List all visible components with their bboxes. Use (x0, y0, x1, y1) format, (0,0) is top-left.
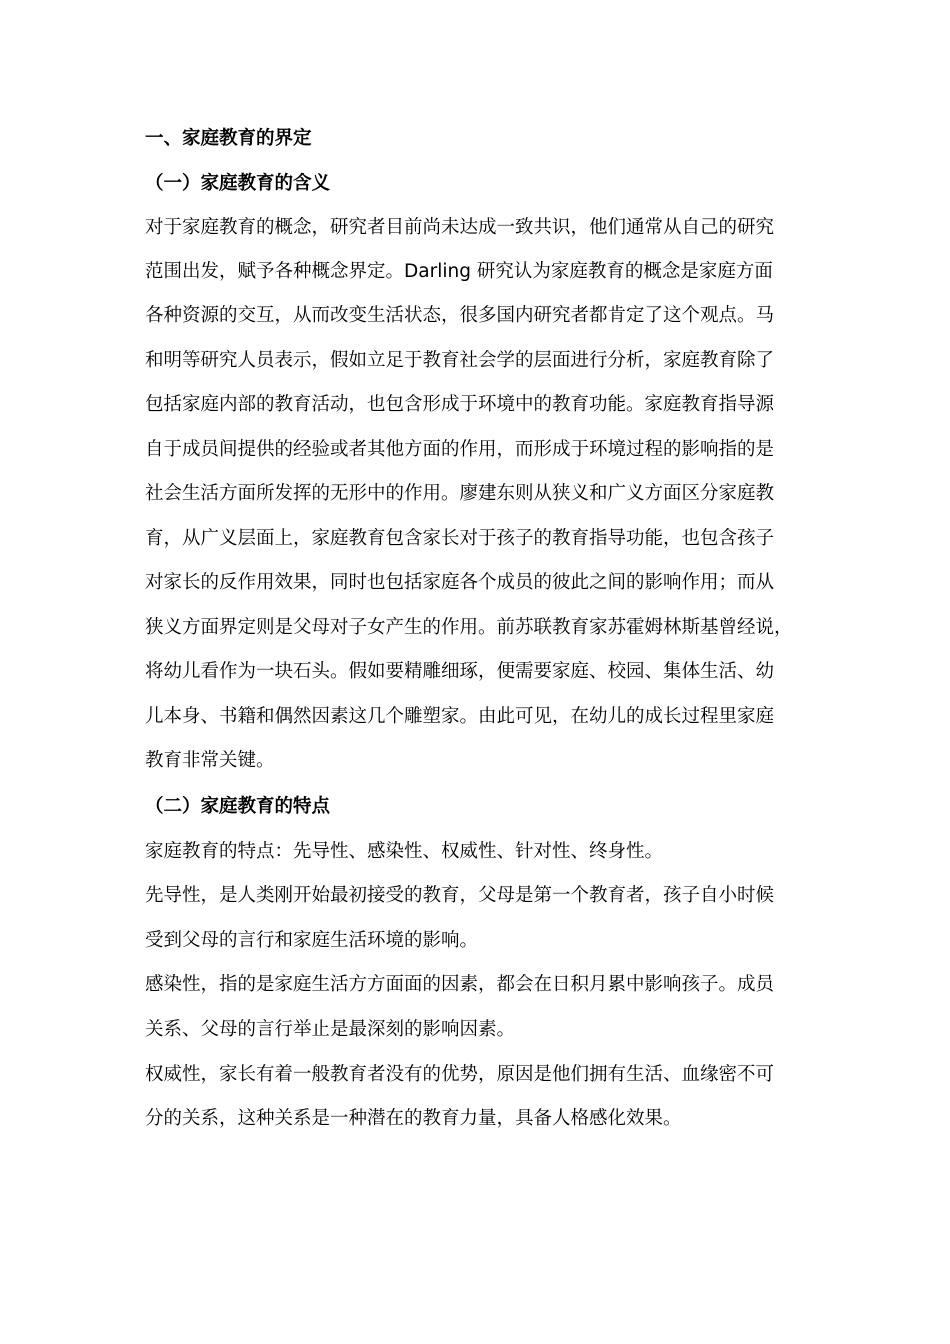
section-title: 一、家庭教育的界定 (145, 128, 312, 149)
paragraph-line: 对家长的反作用效果，同时也包括家庭各个成员的彼此之间的影响作用；而从 (145, 572, 775, 593)
subsection-title-features: （二）家庭教育的特点 (145, 796, 331, 817)
paragraph-line: 自于成员间提供的经验或者其他方面的作用，而形成于环境过程的影响指的是 (145, 439, 775, 460)
paragraph-line: 和明等研究人员表示，假如立足于教育社会学的层面进行分析，家庭教育除了 (145, 350, 775, 371)
paragraph-line: 先导性，是人类刚开始最初接受的教育，父母是第一个教育者，孩子自小时候 (145, 885, 775, 906)
paragraph-line: 对于家庭教育的概念，研究者目前尚未达成一致共识，他们通常从自己的研究 (145, 217, 775, 238)
paragraph-line: 权威性，家长有着一般教育者没有的优势，原因是他们拥有生活、血缘密不可 (145, 1064, 775, 1085)
paragraph-line: 社会生活方面所发挥的无形中的作用。廖建东则从狭义和广义方面区分家庭教 (145, 483, 775, 504)
paragraph-line: 受到父母的言行和家庭生活环境的影响。 (145, 930, 479, 951)
paragraph-line: 儿本身、书籍和偶然因素这几个雕塑家。由此可见，在幼儿的成长过程里家庭 (145, 706, 775, 727)
paragraph-features-summary: 家庭教育的特点：先导性、感染性、权威性、针对性、终身性。 (145, 841, 664, 862)
paragraph-line: 教育非常关键。 (145, 750, 275, 771)
paragraph-line: 包括家庭内部的教育活动，也包含形成于环境中的教育功能。家庭教育指导源 (145, 394, 775, 415)
paragraph-line: 感染性，指的是家庭生活方方面面的因素，都会在日积月累中影响孩子。成员 (145, 974, 775, 995)
paragraph-line: 育，从广义层面上，家庭教育包含家长对于孩子的教育指导功能，也包含孩子 (145, 528, 775, 549)
subsection-title-meaning: （一）家庭教育的含义 (145, 173, 331, 194)
paragraph-line: 将幼儿看作为一块石头。假如要精雕细琢，便需要家庭、校园、集体生活、幼 (145, 661, 775, 682)
paragraph-line: 关系、父母的言行举止是最深刻的影响因素。 (145, 1019, 516, 1040)
paragraph-line: 分的关系，这种关系是一种潜在的教育力量，具备人格感化效果。 (145, 1108, 682, 1129)
paragraph-line: 各种资源的交互，从而改变生活状态，很多国内研究者都肯定了这个观点。马 (145, 305, 775, 326)
paragraph-line: 狭义方面界定则是父母对子女产生的作用。前苏联教育家苏霍姆林斯基曾经说， (145, 617, 793, 638)
paragraph-line: 范围出发，赋予各种概念界定。Darling 研究认为家庭教育的概念是家庭方面 (145, 261, 773, 282)
